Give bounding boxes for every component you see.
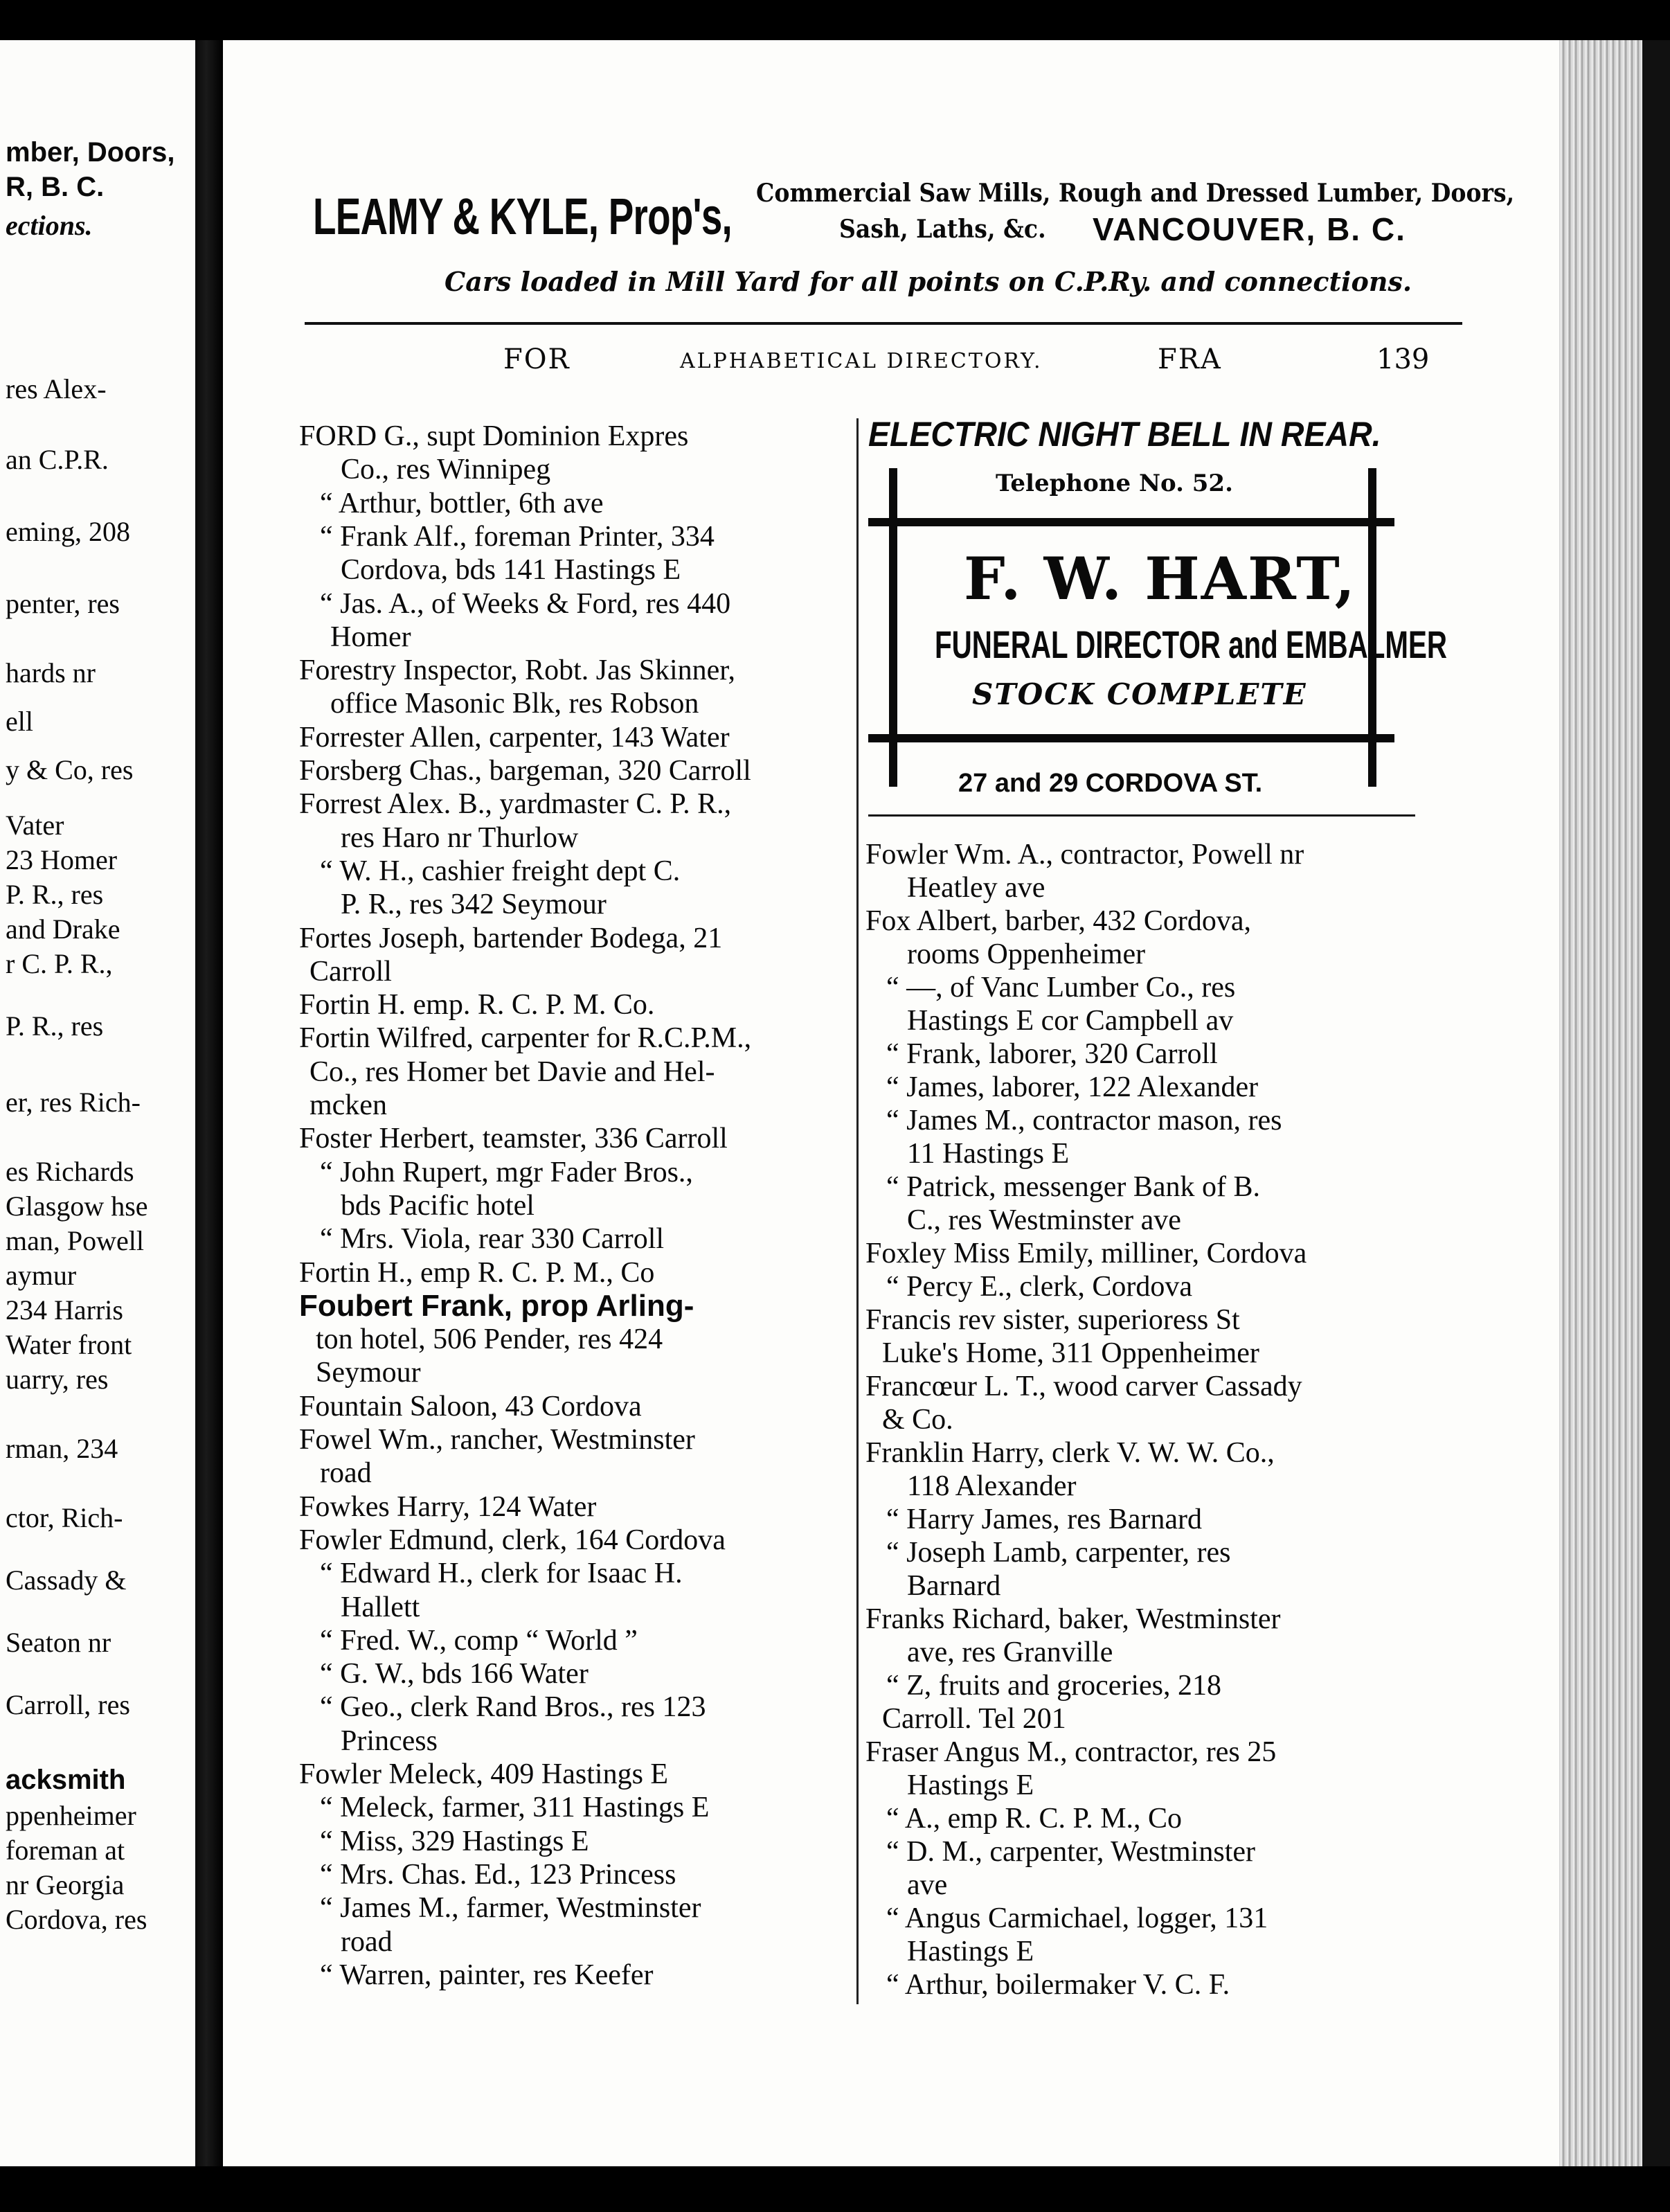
directory-entry-line: Seymour xyxy=(316,1357,421,1389)
directory-entry-line: C., res Westminster ave xyxy=(907,1204,1181,1236)
directory-entry-line: Hastings E xyxy=(907,1936,1034,1968)
directory-entry-line: rooms Oppenheimer xyxy=(907,938,1146,970)
ad-frame-top-beam xyxy=(868,518,1394,526)
directory-entry-line: “ Angus Carmichael, logger, 131 xyxy=(886,1902,1268,1934)
directory-entry-line: Fowler Edmund, clerk, 164 Cordova xyxy=(299,1524,726,1556)
book-edge-shadow xyxy=(1642,40,1670,2166)
previous-page-line: uarry, res xyxy=(6,1364,109,1395)
page-number: 139 xyxy=(1376,344,1430,375)
directory-entry-line: 11 Hastings E xyxy=(907,1138,1070,1170)
directory-entry-line: “ Warren, painter, res Keefer xyxy=(320,1959,654,1991)
directory-entry-line: “ A., emp R. C. P. M., Co xyxy=(886,1803,1183,1835)
advertiser-trade-line-1: Commercial Saw Mills, Rough and Dressed Lumber, Doors, xyxy=(756,179,1515,208)
directory-entry-line: ave xyxy=(907,1869,948,1901)
directory-entry-line: Forrest Alex. B., yardmaster C. P. R., xyxy=(299,788,732,821)
directory-entry-line: Foubert Frank, prop Arling- xyxy=(299,1288,694,1323)
directory-entry-line: Fox Albert, barber, 432 Cordova, xyxy=(865,905,1252,937)
previous-page-line: er, res Rich- xyxy=(6,1087,141,1118)
previous-page-line: man, Powell xyxy=(6,1225,144,1256)
directory-entry-line: Princess xyxy=(341,1724,438,1757)
directory-entry-line: Heatley ave xyxy=(907,872,1045,904)
directory-entry-line: office Masonic Blk, res Robson xyxy=(330,688,699,720)
directory-entry-line: Co., res Winnipeg xyxy=(341,454,551,486)
previous-page-line: and Drake xyxy=(6,913,120,945)
funeral-advertisement xyxy=(868,414,1447,802)
directory-page xyxy=(223,40,1559,2166)
ad-telephone: Telephone No. 52. xyxy=(996,470,1233,497)
directory-entry-line: Carroll. Tel 201 xyxy=(882,1703,1066,1735)
directory-entry-line: Fortes Joseph, bartender Bodega, 21 xyxy=(299,922,723,954)
directory-entry-line: “ W. H., cashier freight dept C. xyxy=(320,855,681,887)
advertiser-city: VANCOUVER, B. C. xyxy=(1093,211,1406,247)
previous-page-line: ell xyxy=(6,706,33,737)
previous-page-line: Cordova, res xyxy=(6,1904,147,1935)
previous-page-line: R, B. C. xyxy=(6,172,105,202)
previous-page-fragment xyxy=(0,40,195,2166)
directory-entry-line: “ Percy E., clerk, Cordova xyxy=(886,1271,1193,1303)
directory-entry-line: “ Arthur, boilermaker V. C. F. xyxy=(886,1969,1230,2001)
directory-entry-line: “ G. W., bds 166 Water xyxy=(320,1658,589,1691)
directory-entry-line: Carroll xyxy=(309,955,392,988)
directory-entry-line: “ Patrick, messenger Bank of B. xyxy=(886,1171,1261,1203)
directory-entry-line: Homer xyxy=(330,621,411,653)
directory-entry-line: Foxley Miss Emily, milliner, Cordova xyxy=(865,1238,1307,1269)
left-guide-word: FOR xyxy=(503,344,571,375)
directory-entry-line: Fortin H., emp R. C. P. M., Co xyxy=(299,1256,655,1289)
previous-page-line: Cassady & xyxy=(6,1564,127,1596)
directory-entry-line: Forestry Inspector, Robt. Jas Skinner, xyxy=(299,654,736,687)
directory-entry-line: Fraser Angus M., contractor, res 25 xyxy=(865,1736,1277,1768)
directory-entry-line: “ Fred. W., comp “ World ” xyxy=(320,1624,638,1657)
directory-entry-line: Fortin Wilfred, carpenter for R.C.P.M., xyxy=(299,1022,752,1055)
previous-page-line: Carroll, res xyxy=(6,1689,130,1720)
directory-entry-line: ave, res Granville xyxy=(907,1636,1113,1668)
directory-entry-line: Fowler Wm. A., contractor, Powell nr xyxy=(865,839,1304,871)
directory-entry-line: “ D. M., carpenter, Westminster xyxy=(886,1836,1255,1868)
ad-role: FUNERAL DIRECTOR and EMBALMER xyxy=(935,623,1447,666)
directory-entry-line: “ James M., farmer, Westminster xyxy=(320,1892,701,1925)
directory-entry-line: “ Edward H., clerk for Isaac H. xyxy=(320,1558,683,1590)
directory-entry-line: Francœur L. T., wood carver Cassady xyxy=(865,1371,1302,1402)
ad-frame-bottom-beam xyxy=(868,734,1394,742)
directory-entry-line: Luke's Home, 311 Oppenheimer xyxy=(882,1337,1259,1369)
directory-entry-line: Hastings E cor Campbell av xyxy=(907,1005,1234,1037)
directory-entry-line: “ —, of Vanc Lumber Co., res xyxy=(886,972,1236,1004)
header-rule xyxy=(305,322,1462,325)
directory-entry-line: & Co. xyxy=(882,1404,953,1436)
previous-page-line: nr Georgia xyxy=(6,1869,125,1900)
ad-bottom-rule xyxy=(868,814,1415,817)
directory-entry-line: Fountain Saloon, 43 Cordova xyxy=(299,1390,642,1422)
previous-page-line: es Richards xyxy=(6,1156,134,1187)
directory-entry-line: Forrester Allen, carpenter, 143 Water xyxy=(299,721,730,753)
directory-entry-line: “ Jas. A., of Weeks & Ford, res 440 xyxy=(320,587,731,620)
directory-entry-line: ton hotel, 506 Pender, res 424 xyxy=(316,1323,663,1356)
previous-page-line: mber, Doors, xyxy=(6,137,175,168)
directory-entry-line: Fowkes Harry, 124 Water xyxy=(299,1490,597,1523)
directory-entry-line: “ Mrs. Viola, rear 330 Carroll xyxy=(320,1223,665,1256)
directory-entry-line: “ James, laborer, 122 Alexander xyxy=(886,1071,1259,1103)
directory-entry-line: “ Joseph Lamb, carpenter, res xyxy=(886,1537,1231,1569)
directory-entry-line: 118 Alexander xyxy=(907,1470,1077,1502)
book-gutter xyxy=(195,40,223,2166)
previous-page-line: Glasgow hse xyxy=(6,1190,148,1222)
previous-page-line: foreman at xyxy=(6,1835,125,1866)
directory-entry-line: P. R., res 342 Seymour xyxy=(341,889,607,921)
directory-entry-line: “ Geo., clerk Rand Bros., res 123 xyxy=(320,1691,706,1724)
ad-headline: ELECTRIC NIGHT BELL IN REAR. xyxy=(868,415,1381,454)
directory-entry-line: mcken xyxy=(309,1089,387,1121)
previous-page-line: Water front xyxy=(6,1329,132,1360)
book-page-edges xyxy=(1559,40,1642,2166)
directory-entry-line: Franklin Harry, clerk V. W. W. Co., xyxy=(865,1437,1275,1469)
directory-entry-line: “ Frank Alf., foreman Printer, 334 xyxy=(320,520,715,553)
directory-entry-line: bds Pacific hotel xyxy=(341,1189,535,1222)
ad-proprietor: F. W. HART, xyxy=(964,544,1356,613)
advertiser-name: LEAMY & KYLE, Prop's, xyxy=(313,188,733,245)
previous-page-line: 234 Harris xyxy=(6,1294,123,1326)
previous-page-line: ppenheimer xyxy=(6,1800,136,1831)
directory-entry-line: “ Mrs. Chas. Ed., 123 Princess xyxy=(320,1858,676,1891)
directory-entry-line: “ Harry James, res Barnard xyxy=(886,1504,1202,1535)
previous-page-line: eming, 208 xyxy=(6,516,130,547)
advertiser-trade-line-2: Sash, Laths, &c. xyxy=(839,215,1046,244)
directory-entry-line: Hallett xyxy=(341,1591,420,1623)
previous-page-line: rman, 234 xyxy=(6,1433,118,1464)
directory-entry-line: road xyxy=(320,1457,372,1490)
directory-entry-line: “ Arthur, bottler, 6th ave xyxy=(320,487,604,519)
previous-page-line: P. R., res xyxy=(6,1010,104,1042)
directory-entry-line: “ James M., contractor mason, res xyxy=(886,1105,1282,1136)
directory-entry-line: “ Miss, 329 Hastings E xyxy=(320,1825,589,1857)
directory-entry-line: Fowler Meleck, 409 Hastings E xyxy=(299,1758,669,1790)
column-divider xyxy=(856,418,859,2004)
previous-page-line: Vater xyxy=(6,810,64,841)
previous-page-line: 23 Homer xyxy=(6,844,118,875)
previous-page-line: y & Co, res xyxy=(6,754,134,785)
directory-entry-line: “ Frank, laborer, 320 Carroll xyxy=(886,1038,1218,1070)
directory-entry-line: “ Z, fruits and groceries, 218 xyxy=(886,1670,1222,1702)
directory-entry-line: road xyxy=(341,1925,393,1958)
previous-page-line: acksmith xyxy=(6,1765,126,1795)
previous-page-line: ections. xyxy=(6,210,93,241)
directory-entry-line: Fowel Wm., rancher, Westminster xyxy=(299,1424,695,1456)
directory-entry-line: Co., res Homer bet Davie and Hel- xyxy=(309,1055,715,1088)
previous-page-line: r C. P. R., xyxy=(6,948,113,979)
advertiser-tagline: Cars loaded in Mill Yard for all points on C.P.Ry. and connections. xyxy=(445,266,1412,297)
directory-entry-line: “ Meleck, farmer, 311 Hastings E xyxy=(320,1792,710,1824)
directory-entry-line: FORD G., supt Dominion Expres xyxy=(299,420,689,452)
directory-entry-line: Hastings E xyxy=(907,1769,1034,1801)
directory-entry-line: Barnard xyxy=(907,1570,1001,1602)
directory-entry-line: Fortin H. emp. R. C. P. M. Co. xyxy=(299,989,655,1022)
directory-entry-line: Foster Herbert, teamster, 336 Carroll xyxy=(299,1123,728,1155)
directory-entry-line: Francis rev sister, superioress St xyxy=(865,1304,1240,1336)
page-title: ALPHABETICAL DIRECTORY. xyxy=(680,349,1043,373)
previous-page-line: P. R., res xyxy=(6,879,104,910)
previous-page-line: ctor, Rich- xyxy=(6,1502,123,1533)
ad-address: 27 and 29 CORDOVA ST. xyxy=(958,769,1263,798)
right-guide-word: FRA xyxy=(1158,344,1222,375)
directory-entry-line: Franks Richard, baker, Westminster xyxy=(865,1603,1281,1635)
ad-stock: STOCK COMPLETE xyxy=(972,677,1307,711)
previous-page-line: aymur xyxy=(6,1260,77,1291)
directory-entry-line: “ John Rupert, mgr Fader Bros., xyxy=(320,1156,693,1188)
directory-entry-line: Forsberg Chas., bargeman, 320 Carroll xyxy=(299,755,751,787)
header-advertisement xyxy=(313,137,1515,317)
directory-entry-line: res Haro nr Thurlow xyxy=(341,821,579,854)
previous-page-line: Seaton nr xyxy=(6,1627,111,1658)
previous-page-line: hards nr xyxy=(6,657,96,688)
previous-page-line: penter, res xyxy=(6,588,120,619)
directory-entry-line: Cordova, bds 141 Hastings E xyxy=(341,554,681,587)
previous-page-line: res Alex- xyxy=(6,373,107,404)
previous-page-line: an C.P.R. xyxy=(6,444,109,475)
